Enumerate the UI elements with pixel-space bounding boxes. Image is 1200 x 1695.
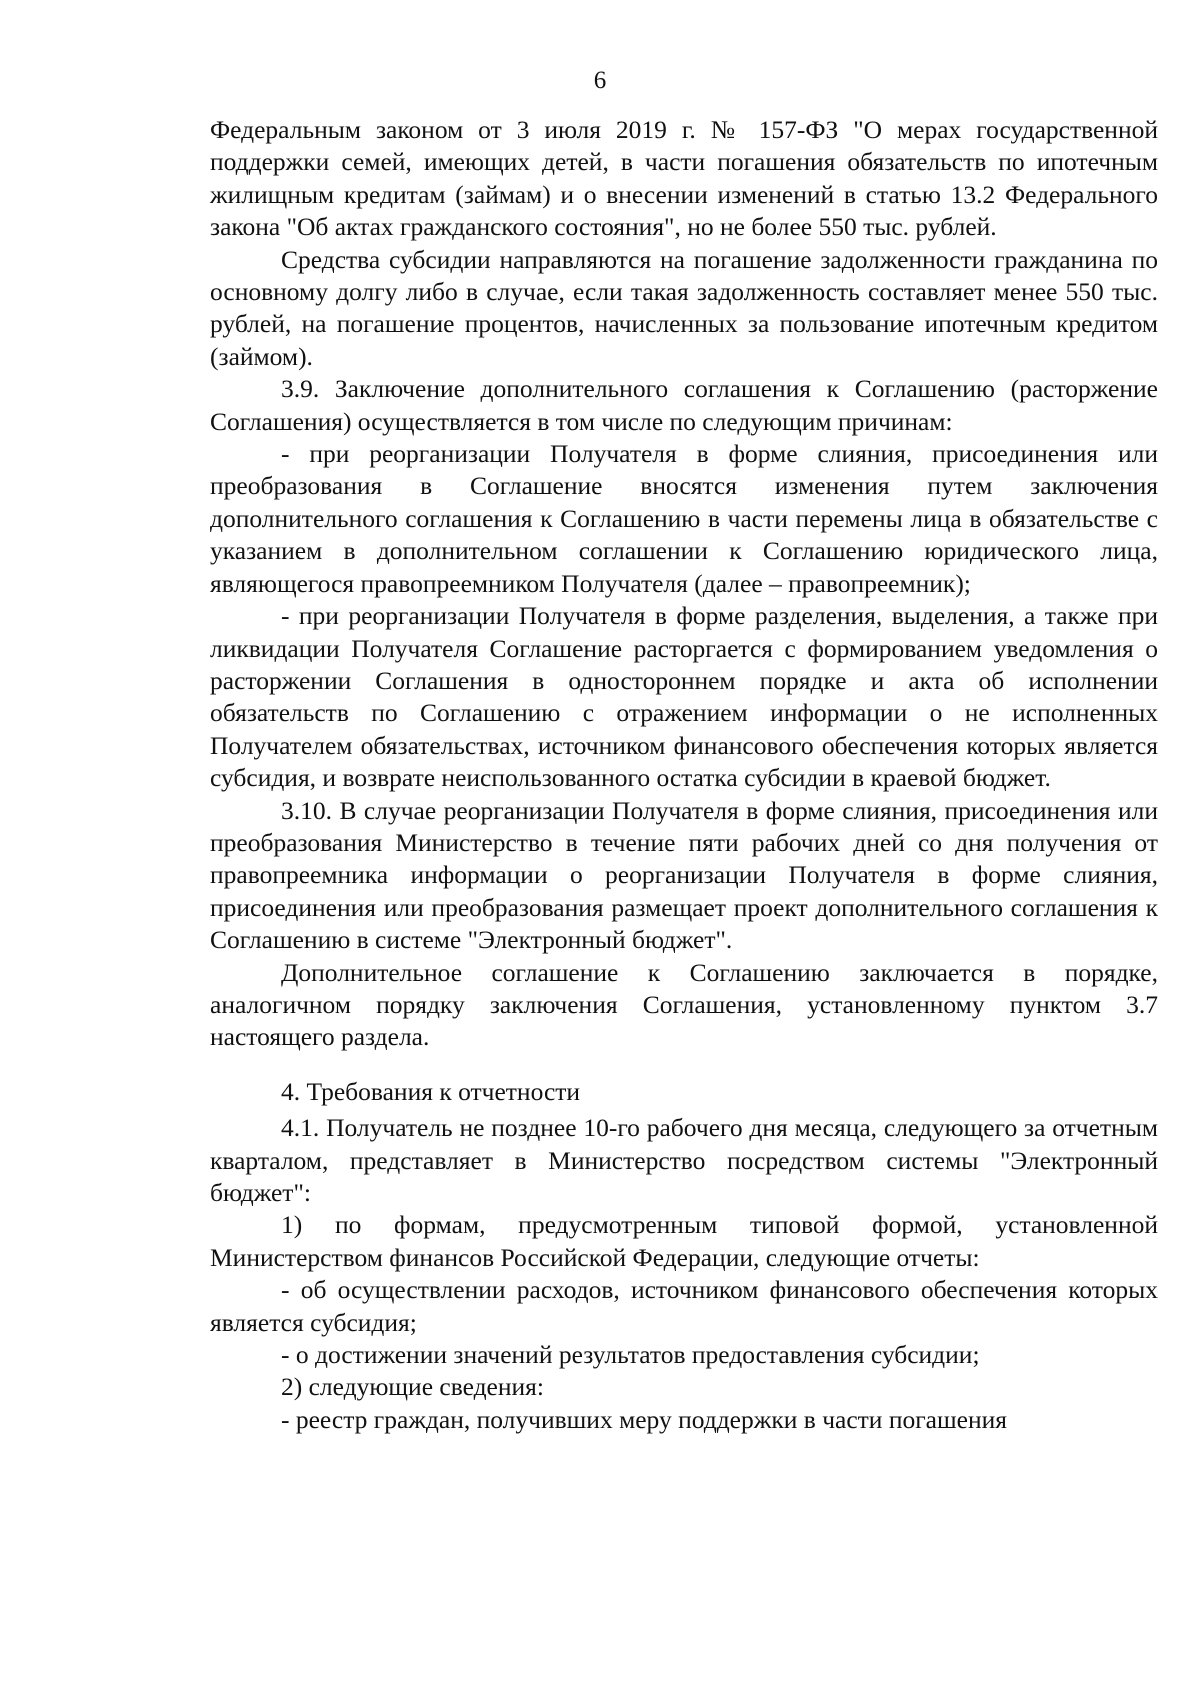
list-item-results-report: - о достижении значений результатов предоставления субсидии; [281, 1340, 980, 1370]
list-item-expenses-report: - об осуществлении расходов, источником финансового обеспечения которых является субсидия; [210, 1275, 1158, 1337]
paragraph-reorganization-merger: - при реорганизации Получателя в форме слияния, присоединения или преобразования в Соглашение вносятся изменения путем заключения дополнительного соглашения к Соглашению в части перемены лица в обязательстве с указанием в дополнительном соглашении к Соглашению юридического лица, являющегося правопреемником Получателя (далее – правопреемник); [210, 439, 1158, 598]
list-item-information: 2) следующие сведения: [281, 1372, 544, 1402]
page-number: 6 [593, 67, 607, 94]
list-item-registry: - реестр граждан, получивших меру поддержки в части погашения [281, 1404, 1007, 1434]
paragraph-continuation: Федеральным законом от 3 июля 2019 г. № 157-ФЗ "О мерах государственной поддержки семей, имеющих детей, в части погашения обязательств по ипотечным жилищным кредитам (займам) и о внесении изменений в статью 13.2 Федерального закона "Об актах гражданского состояния", но не более 550 тыс. рублей. [210, 115, 1158, 242]
paragraph-4-1: 4.1. Получатель не позднее 10-го рабочего дня месяца, следующего за отчетным кварталом, представляет в Министерство посредством системы "Электронный бюджет": [210, 1113, 1158, 1207]
paragraph-subsidy-funds: Средства субсидии направляются на погашение задолженности гражданина по основному долгу либо в случае, если такая задолженность составляет менее 550 тыс. рублей, на погашение процентов, начисленных за пользование ипотечным кредитом (займом). [210, 244, 1158, 371]
section-heading: 4. Требования к отчетности [281, 1076, 581, 1106]
paragraph-forms: 1) по формам, предусмотренным типовой формой, установленной Министерством финансов Российской Федерации, следующие отчеты: [210, 1210, 1158, 1272]
paragraph-3-10: 3.10. В случае реорганизации Получателя в форме слияния, присоединения или преобразования Министерство в течение пяти рабочих дней со дня получения от правопреемника информации о реорганизации Получателя в форме слияния, присоединения или преобразования размещает проект дополнительного соглашения к Соглашению в системе "Электронный бюджет". [210, 795, 1158, 955]
paragraph-additional-agreement: Дополнительное соглашение к Соглашению заключается в порядке, аналогичном порядку заключения Соглашения, установленному пунктом 3.7 настоящего раздела. [210, 957, 1158, 1052]
paragraph-3-9: 3.9. Заключение дополнительного соглашения к Соглашению (расторжение Соглашения) осуществляется в том числе по следующим причинам: [210, 374, 1158, 436]
paragraph-reorganization-division: - при реорганизации Получателя в форме разделения, выделения, а также при ликвидации Получателя Соглашение расторгается с формированием уведомления о расторжении Соглашения в одностороннем порядке и акта об исполнении обязательств по Соглашению с отражением информации о не исполненных Получателем обязательствах, источником финансового обеспечения которых является субсидия, и возврате неиспользованного остатка субсидии в краевой бюджет. [210, 601, 1158, 793]
document-body [210, 114, 1158, 1436]
